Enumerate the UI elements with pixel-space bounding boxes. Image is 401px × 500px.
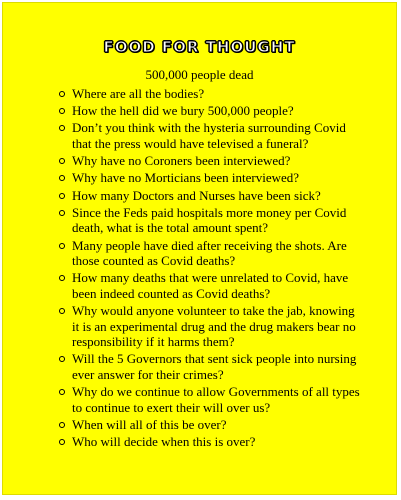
- question-text: Why have no Morticians been interviewed?: [72, 170, 300, 186]
- circle-bullet-icon: [59, 91, 65, 97]
- circle-bullet-icon: [59, 308, 65, 314]
- document-page: [2, 2, 397, 495]
- question-text: Where are all the bodies?: [72, 86, 205, 101]
- question-text: How the hell did we bury 500,000 people?: [72, 103, 294, 119]
- circle-bullet-icon: [59, 389, 65, 395]
- document-subtitle: 500,000 people dead: [145, 67, 254, 82]
- question-text: Don’t you think with the hysteria surrounding Covid that the press would have televised a funeral?: [72, 120, 346, 151]
- question-item: [55, 351, 360, 382]
- circle-bullet-icon: [59, 175, 65, 181]
- question-item: [55, 434, 360, 450]
- question-item: [55, 270, 360, 301]
- question-text: How many deaths that were unrelated to Covid, have been indeed counted as Covid deaths?: [72, 270, 349, 301]
- question-text: Why have no Coroners been interviewed?: [72, 153, 291, 169]
- question-text: Who will decide when this is over?: [72, 434, 256, 450]
- question-item: [55, 153, 360, 169]
- question-text: How many Doctors and Nurses have been sick?: [72, 187, 321, 203]
- circle-bullet-icon: [59, 275, 65, 281]
- circle-bullet-icon: [59, 210, 65, 216]
- question-text: Will the 5 Governors that sent sick people into nursing ever answer for their crimes?: [72, 351, 357, 383]
- circle-bullet-icon: [59, 422, 65, 428]
- question-item: [55, 120, 360, 151]
- question-item: [55, 238, 360, 269]
- question-list: [55, 86, 360, 451]
- question-text: When will all of this be over?: [72, 417, 227, 432]
- circle-bullet-icon: [59, 439, 65, 445]
- question-item: [55, 205, 360, 236]
- question-item: [55, 188, 360, 204]
- question-item: [55, 384, 360, 415]
- question-item: [55, 303, 360, 350]
- circle-bullet-icon: [59, 243, 65, 249]
- question-text: Since the Feds paid hospitals more money per Covid death, what is the total amount spent?: [72, 204, 347, 236]
- question-item: [55, 417, 360, 433]
- circle-bullet-icon: [59, 125, 65, 131]
- question-text: Many people have died after receiving the shots. Are those counted as Covid deaths?: [72, 237, 347, 269]
- circle-bullet-icon: [59, 356, 65, 362]
- question-text: Why do we continue to allow Governments of all types to continue to exert their will over us?: [72, 384, 360, 415]
- question-text: Why would anyone volunteer to take the jab, knowing it is an experimental drug and the drug makers bear no responsibility if it harms them?: [72, 303, 356, 350]
- document-title: FOOD FOR THOUGHT: [103, 38, 296, 56]
- circle-bullet-icon: [59, 108, 65, 114]
- circle-bullet-icon: [59, 158, 65, 164]
- question-item: [55, 103, 360, 119]
- circle-bullet-icon: [59, 193, 65, 199]
- question-item: [55, 86, 360, 102]
- question-item: [55, 170, 360, 186]
